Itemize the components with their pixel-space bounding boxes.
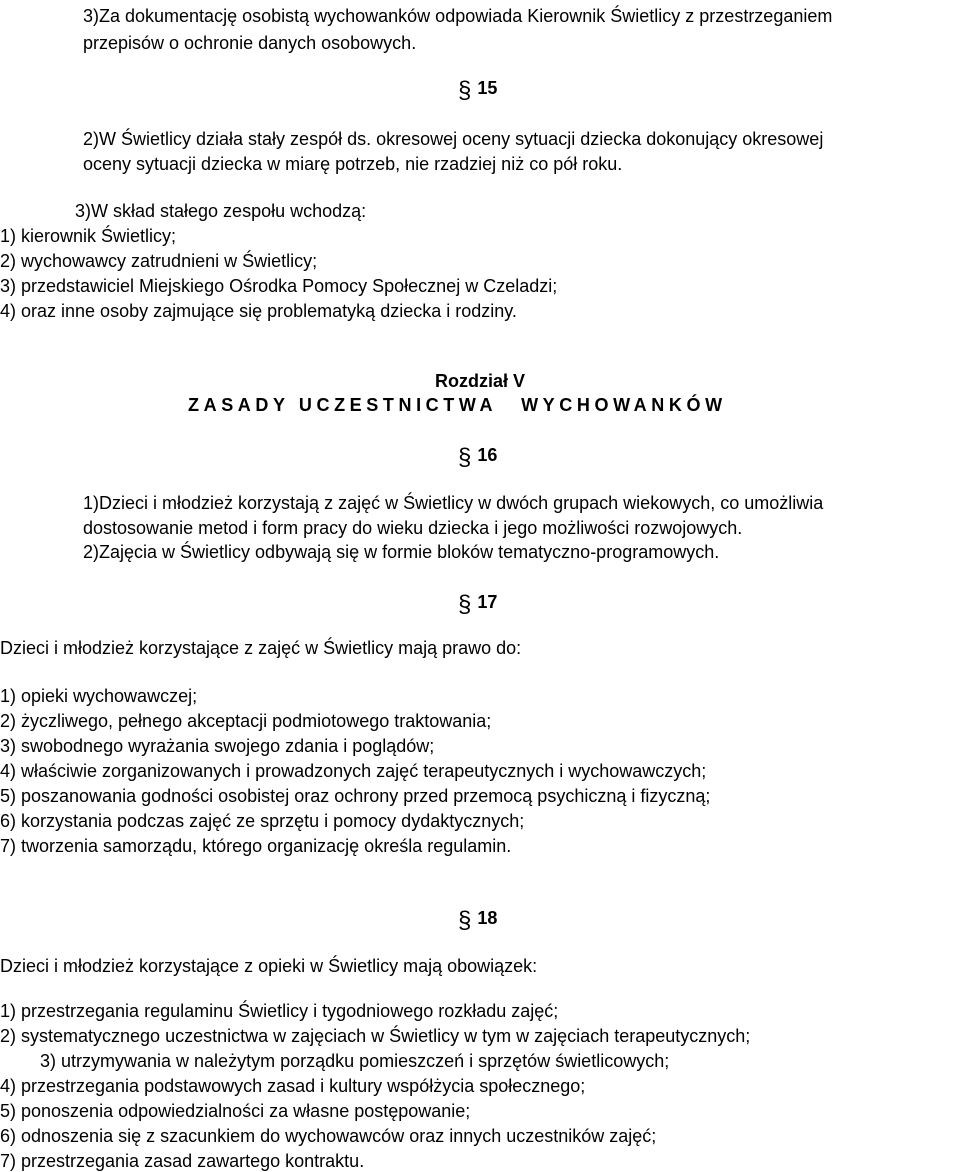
section-18-heading bbox=[458, 906, 498, 934]
s15-list-item-3: 3) przedstawiciel Miejskiego Ośrodka Pomocy Społecznej w Czeladzi; bbox=[0, 276, 558, 296]
s18-list-item-4: 4) przestrzegania podstawowych zasad i kultury współżycia społecznego; bbox=[0, 1076, 586, 1096]
section-15-number: 15 bbox=[477, 78, 498, 98]
s15-list-item-2: 2) wychowawcy zatrudnieni w Świetlicy; bbox=[0, 251, 318, 271]
s15-paragraph-2-line-1: 2)W Świetlicy działa stały zespół ds. okresowej oceny sytuacji dziecka dokonujący okresowej bbox=[83, 129, 824, 149]
s17-list-item-5: 5) poszanowania godności osobistej oraz ochrony przed przemocą psychiczną i fizyczną; bbox=[0, 786, 711, 806]
section-15-heading bbox=[458, 76, 498, 104]
intro-line-1: 3)Za dokumentację osobistą wychowanków odpowiada Kierownik Świetlicy z przestrzeganiem bbox=[83, 6, 833, 26]
section-16-number: 16 bbox=[477, 445, 498, 465]
chapter-title bbox=[188, 394, 727, 416]
s16-paragraph-2: 2)Zajęcia w Świetlicy odbywają się w formie bloków tematyczno-programowych. bbox=[83, 542, 720, 562]
s18-list-item-6: 6) odnoszenia się z szacunkiem do wychowawców oraz innych uczestników zajęć; bbox=[0, 1126, 657, 1146]
s17-list-item-6: 6) korzystania podczas zajęć ze sprzętu i pomocy dydaktycznych; bbox=[0, 811, 525, 831]
s18-intro: Dzieci i młodzież korzystające z opieki w Świetlicy mają obowiązek: bbox=[0, 956, 538, 976]
s17-list-item-2: 2) życzliwego, pełnego akceptacji podmiotowego traktowania; bbox=[0, 711, 492, 731]
s18-list-item-3: 3) utrzymywania w należytym porządku pomieszczeń i sprzętów świetlicowych; bbox=[40, 1051, 670, 1071]
s15-paragraph-3-heading: 3)W skład stałego zespołu wchodzą: bbox=[75, 201, 367, 221]
section-18-number: 18 bbox=[477, 908, 498, 928]
intro-line-2: przepisów o ochronie danych osobowych. bbox=[83, 33, 417, 53]
s17-list-item-1: 1) opieki wychowawczej; bbox=[0, 686, 198, 706]
section-17-number: 17 bbox=[477, 592, 498, 612]
s17-list-item-7: 7) tworzenia samorządu, którego organizację określa regulamin. bbox=[0, 836, 512, 856]
section-17-heading bbox=[458, 590, 498, 618]
s15-list-item-1: 1) kierownik Świetlicy; bbox=[0, 226, 177, 246]
s18-list-item-1: 1) przestrzegania regulaminu Świetlicy i tygodniowego rozkładu zajęć; bbox=[0, 1001, 559, 1021]
chapter-label: Rozdział V bbox=[434, 371, 525, 391]
s17-list-item-3: 3) swobodnego wyrażania swojego zdania i poglądów; bbox=[0, 736, 435, 756]
s18-list-item-5: 5) ponoszenia odpowiedzialności za własne postępowanie; bbox=[0, 1101, 471, 1121]
section-symbol: § bbox=[458, 907, 472, 934]
s15-paragraph-2-line-2: oceny sytuacji dziecka w miarę potrzeb, nie rzadziej niż co pół roku. bbox=[83, 154, 623, 174]
section-symbol: § bbox=[458, 444, 472, 471]
s15-list-item-4: 4) oraz inne osoby zajmujące się problematyką dziecka i rodziny. bbox=[0, 301, 517, 321]
s18-list-item-2: 2) systematycznego uczestnictwa w zajęciach w Świetlicy w tym w zajęciach terapeutycznych; bbox=[0, 1026, 751, 1046]
section-16-heading bbox=[458, 443, 498, 471]
section-symbol: § bbox=[458, 591, 472, 618]
s16-paragraph-1-line-2: dostosowanie metod i form pracy do wieku dziecka i jego możliwości rozwojowych. bbox=[83, 518, 743, 538]
chapter-title-part-2: WYCHOWANKÓW bbox=[521, 395, 727, 415]
s18-list-item-7: 7) przestrzegania zasad zawartego kontraktu. bbox=[0, 1151, 365, 1171]
s17-intro: Dzieci i młodzież korzystające z zajęć w Świetlicy mają prawo do: bbox=[0, 638, 522, 658]
s17-list-item-4: 4) właściwie zorganizowanych i prowadzonych zajęć terapeutycznych i wychowawczych; bbox=[0, 761, 707, 781]
chapter-title-part-1: ZASADY UCZESTNICTWA bbox=[188, 395, 498, 415]
s16-paragraph-1-line-1: 1)Dzieci i młodzież korzystają z zajęć w Świetlicy w dwóch grupach wiekowych, co umożliwia bbox=[83, 493, 824, 513]
section-symbol: § bbox=[458, 77, 472, 104]
